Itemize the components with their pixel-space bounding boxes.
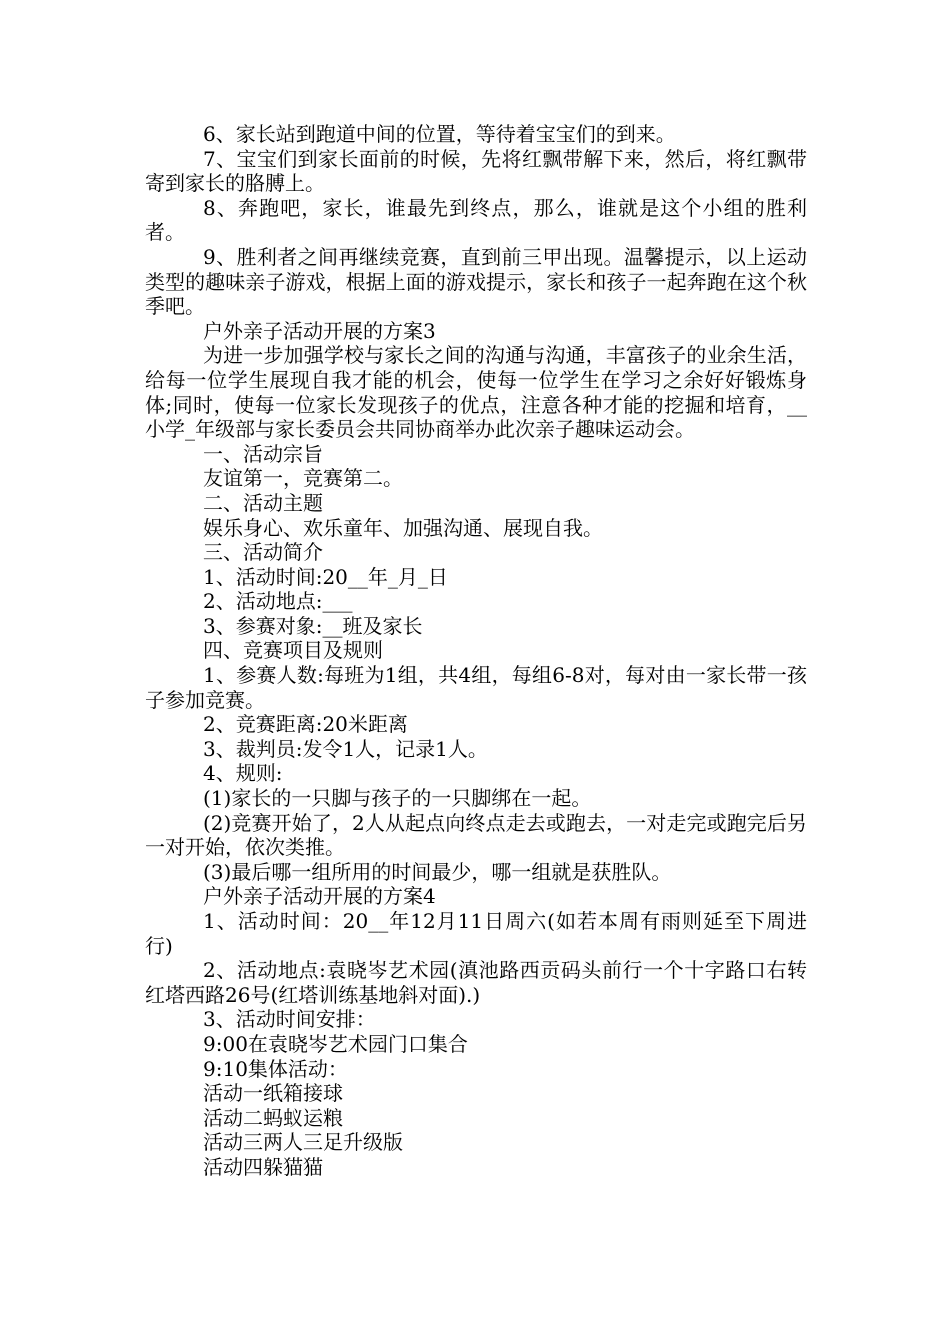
list-item-activity-time: 1、活动时间：20__年12月11日周六(如若本周有雨则延至下周进行) bbox=[145, 909, 807, 958]
paragraph-step-9: 9、胜利者之间再继续竞赛，直到前三甲出现。温馨提示，以上运动类型的趣味亲子游戏，根据上面的游戏提示，家长和孩子一起奔跑在这个秋季吧。 bbox=[145, 244, 807, 319]
list-item-location: 2、活动地点:___ bbox=[203, 589, 353, 614]
list-item-schedule: 3、活动时间安排： bbox=[203, 1007, 376, 1032]
list-item-rules: 4、规则: bbox=[203, 761, 283, 786]
heading-theme: 二、活动主题 bbox=[203, 490, 323, 515]
activity-item-2: 活动二蚂蚁运粮 bbox=[203, 1105, 343, 1130]
schedule-item-group: 9:10集体活动： bbox=[203, 1056, 348, 1081]
activity-item-1: 活动一纸箱接球 bbox=[203, 1081, 343, 1106]
list-item-referees: 3、裁判员:发令1人，记录1人。 bbox=[203, 736, 488, 761]
document-body bbox=[145, 122, 807, 1180]
list-item-time: 1、活动时间:20__年_月_日 bbox=[203, 564, 448, 589]
list-item-participants: 3、参赛对象:__班及家长 bbox=[203, 613, 423, 638]
paragraph-step-6: 6、家长站到跑道中间的位置，等待着宝宝们的到来。 bbox=[203, 122, 676, 146]
list-item-distance: 2、竞赛距离:20米距离 bbox=[203, 712, 408, 737]
activity-item-3: 活动三两人三足升级版 bbox=[203, 1130, 403, 1155]
heading-purpose: 一、活动宗旨 bbox=[203, 441, 323, 466]
paragraph-step-8: 8、奔跑吧，家长，谁最先到终点，那么，谁就是这个小组的胜利者。 bbox=[145, 195, 807, 245]
rule-2: (2)竞赛开始了，2人从起点向终点走去或跑去，一对走完或跑完后另一对开始，依次类推。 bbox=[145, 810, 807, 860]
section-heading-plan-3: 户外亲子活动开展的方案3 bbox=[203, 318, 436, 343]
heading-events-rules: 四、竞赛项目及规则 bbox=[203, 638, 383, 663]
rule-3: (3)最后哪一组所用的时间最少，哪一组就是获胜队。 bbox=[203, 859, 672, 884]
list-item-activity-location: 2、活动地点:袁晓岑艺术园(滇池路西贡码头前行一个十字路口右转红塔西路26号(红塔训练基地斜对面).) bbox=[145, 958, 807, 1007]
activity-item-4: 活动四躲猫猫 bbox=[203, 1154, 323, 1179]
paragraph-purpose: 友谊第一，竞赛第二。 bbox=[203, 466, 403, 491]
section-heading-plan-4: 户外亲子活动开展的方案4 bbox=[203, 884, 436, 909]
rule-1: (1)家长的一只脚与孩子的一只脚绑在一起。 bbox=[203, 786, 592, 811]
schedule-item-gather: 9:00在袁晓岑艺术园门口集合 bbox=[203, 1031, 468, 1056]
list-item-team-size: 1、参赛人数:每班为1组，共4组，每组6-8对，每对由一家长带一孩子参加竞赛。 bbox=[145, 663, 807, 712]
paragraph-theme: 娱乐身心、欢乐童年、加强沟通、展现自我。 bbox=[203, 515, 603, 540]
paragraph-intro: 为进一步加强学校与家长之间的沟通与沟通，丰富孩子的业余生活，给每一位学生展现自我才能的机会，使每一位学生在学习之余好好锻炼身体;同时，使每一位家长发现孩子的优点，注意各种才能的挖掘和培育，__小学_年级部与家长委员会共同协商举办此次亲子趣味运动会。 bbox=[145, 343, 807, 442]
heading-overview: 三、活动简介 bbox=[203, 540, 323, 565]
paragraph-step-7: 7、宝宝们到家长面前的时候，先将红飘带解下来，然后，将红飘带寄到家长的胳膊上。 bbox=[145, 146, 807, 196]
